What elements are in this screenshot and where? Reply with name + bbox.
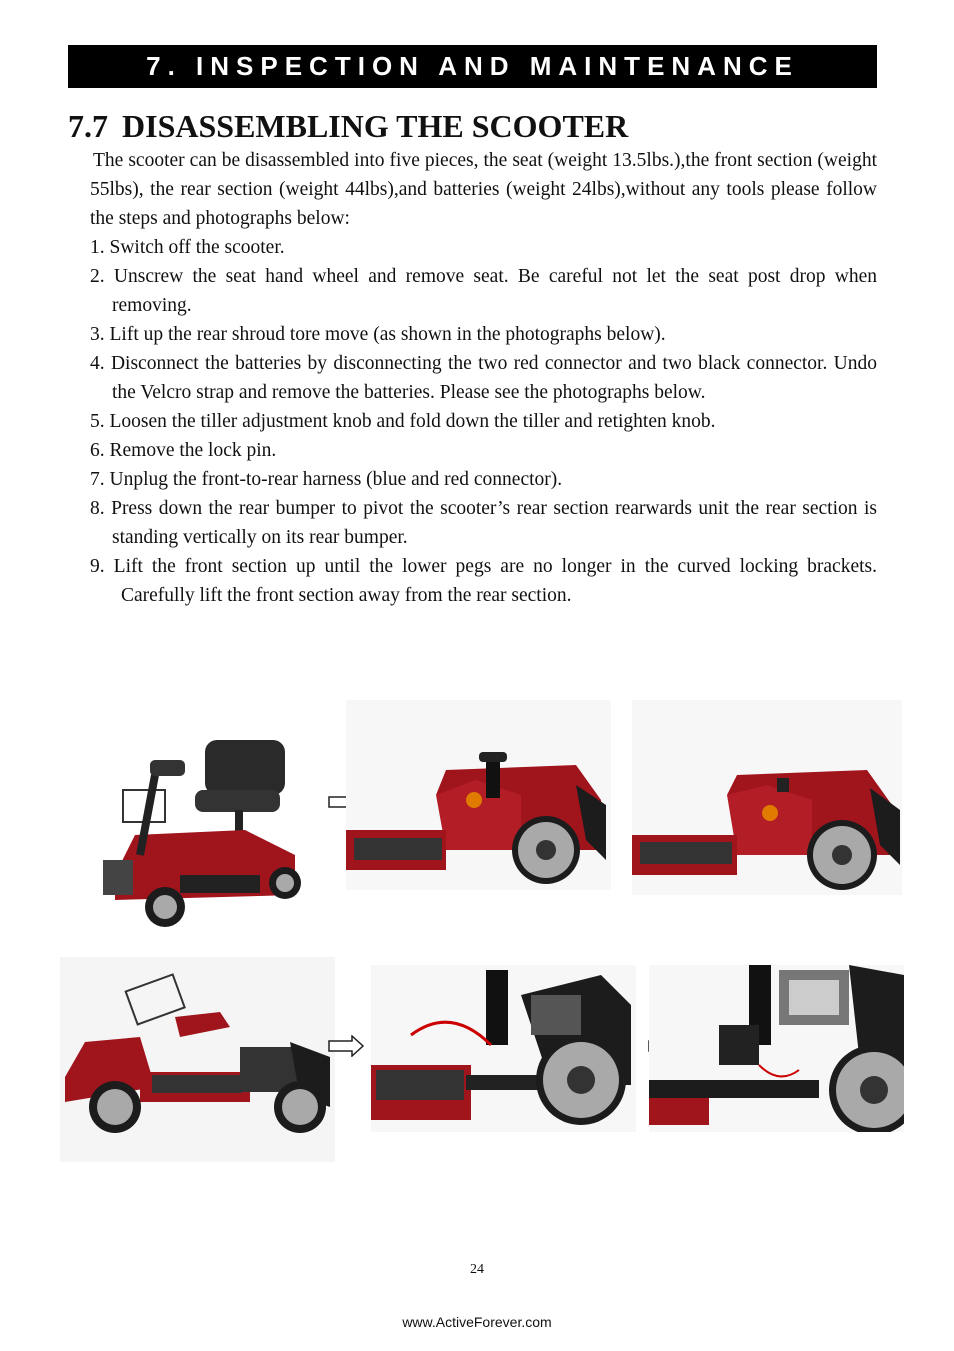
- arrow-icon: [328, 1035, 364, 1057]
- step-item: 3. Lift up the rear shroud tore move (as shown in the photographs below).: [90, 324, 666, 345]
- footer-website: www.ActiveForever.com: [402, 1314, 552, 1330]
- photo-harness-unplugged: [649, 965, 904, 1132]
- scooter-joint-illustration: [371, 965, 636, 1132]
- chapter-banner: [68, 45, 877, 88]
- chapter-title: 7. INSPECTION AND MAINTENANCE: [146, 51, 799, 81]
- intro-paragraph: The scooter can be disassembled into five pieces, the seat (weight 13.5lbs.),the front section (weight 55lbs), the rear section (weight 44lbs),and batteries (weight 24lbs),without any tools please follow the steps and photographs below:: [90, 150, 877, 229]
- steps-list: [90, 233, 877, 610]
- section-heading: [68, 108, 628, 145]
- scooter-folded-illustration: [60, 957, 335, 1162]
- page-number: 24: [470, 1262, 484, 1277]
- step-item: 1. Switch off the scooter.: [90, 237, 285, 258]
- step-item: 4. Disconnect the batteries by disconnecting the two red connector and two black connector. Undo the Velcro strap and remove the batteries. Please see the photographs below.: [90, 353, 877, 403]
- scooter-harness-illustration: [649, 965, 904, 1132]
- photo-assembled-scooter: [95, 735, 305, 935]
- step-item: 7. Unplug the front-to-rear harness (blue and red connector).: [90, 469, 563, 490]
- photo-tiller-folded: [60, 957, 335, 1162]
- section-title: DISASSEMBLING THE SCOOTER: [122, 108, 629, 144]
- photo-seat-removed: [346, 700, 611, 890]
- step-item: 6. Remove the lock pin.: [90, 440, 277, 461]
- scooter-rear-section-illustration: [632, 700, 902, 895]
- step-item: 8. Press down the rear bumper to pivot the scooter’s rear section rearwards unit the rear section is standing vertically on its rear bumper.: [90, 498, 877, 548]
- scooter-rear-section-illustration: [346, 700, 611, 890]
- scooter-illustration: [95, 735, 305, 935]
- step-item: 9. Lift the front section up until the lower pegs are no longer in the curved locking brackets. Carefully lift the front section away from the rear section.: [90, 556, 877, 606]
- instructions: [90, 146, 877, 610]
- section-number: 7.7: [68, 108, 108, 144]
- photo-shroud-lifted: [632, 700, 902, 895]
- step-item: 5. Loosen the tiller adjustment knob and fold down the tiller and retighten knob.: [90, 411, 716, 432]
- photo-lock-pin-removed: [371, 965, 636, 1132]
- step-item: 2. Unscrew the seat hand wheel and remove seat. Be careful not let the seat post drop when removing.: [90, 266, 877, 316]
